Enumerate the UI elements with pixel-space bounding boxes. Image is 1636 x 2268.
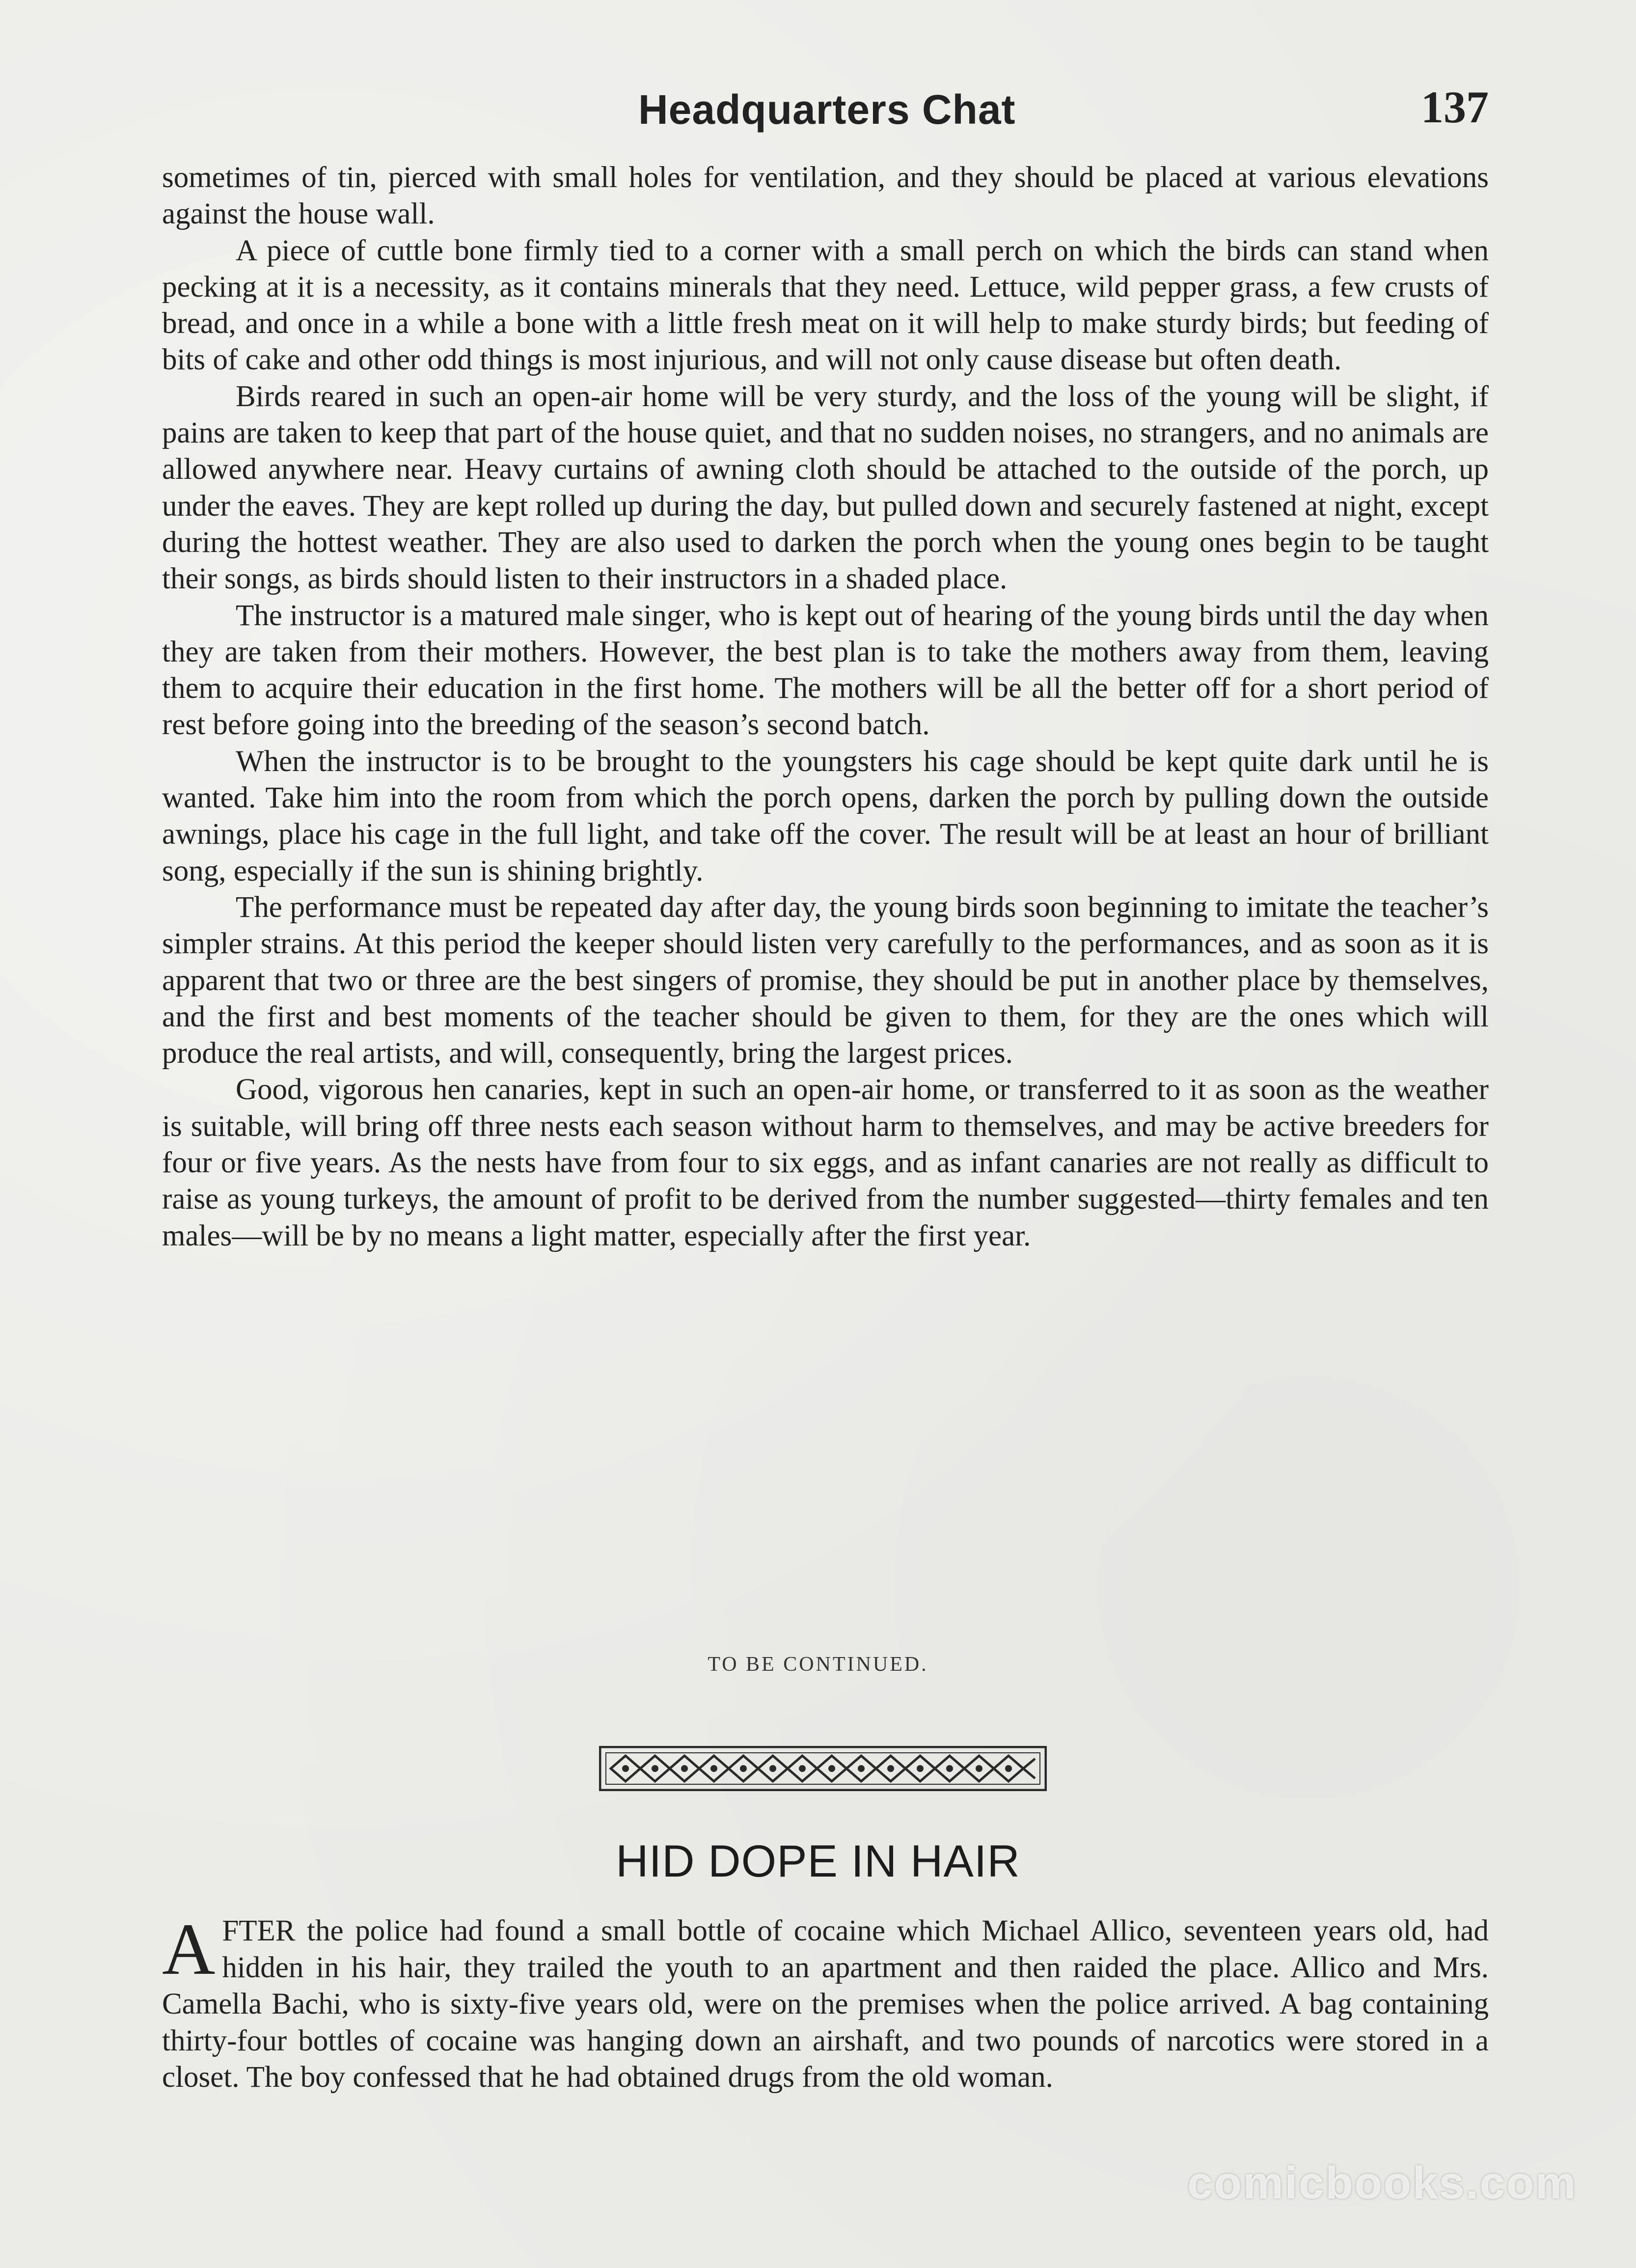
drop-cap: A	[162, 1908, 216, 1990]
article-text: FTER the police had found a small bottle of cocaine which Michael Allico, seventeen years old, had hidden in his hair, they trailed the youth to an apartment and then raided the place. Allico and Mrs. Camella Bachi, who is sixty-five years old, were on the premises when the police arrived. A bag containing thirty-four bottles of cocaine was hanging down an airshaft, and two pounds of narcotics were stored in a closet. The boy confessed that he had obtained drugs from the old woman.	[162, 1914, 1489, 2094]
article-paragraph	[162, 1908, 1489, 2096]
paragraph: Good, vigorous hen canaries, kept in such an open-air home, or transferred to it as soon as the weather is suitable, will bring off three nests each season without harm to themselves, and may be active breeders for four or five years. As the nests have from four to six eggs, and as infant canaries are not really as difficult to raise as young turkeys, the amount of profit to be derived from the number suggested—thirty females and ten males—will be by no means a light matter, especially after the first year.	[162, 1073, 1489, 1252]
decorative-ornament-divider	[599, 1746, 1047, 1791]
paragraph: A piece of cuttle bone firmly tied to a corner with a small perch on which the birds can stand when pecking at it is a necessity, as it contains minerals that they need. Lettuce, wild pepper grass, a few crusts of bread, and once in a while a bone with a little fresh meat on it will help to make sturdy birds; but feeding of bits of cake and other odd things is most injurious, and will not only cause disease but often death.	[162, 234, 1489, 377]
article-hid-dope-in-hair	[162, 1908, 1489, 2096]
site-watermark: comicbooks.com	[1187, 2158, 1577, 2208]
paragraph: The performance must be repeated day after day, the young birds soon beginning to imitate the teacher’s simpler strains. At this period the keeper should listen very carefully to the performances, and as soon as it is apparent that two or three are the best singers of promise, they should be put in another place by themselves, and the first and best moments of the teacher should be given to them, for they are the ones which will produce the real artists, and will, consequently, bring the largest prices.	[162, 890, 1489, 1070]
paragraph: When the instructor is to be brought to the youngsters his cage should be kept quite dark until he is wanted. Take him into the room from which the porch opens, darken the porch by pulling down the outside awnings, place his cage in the full light, and take off the cover. The result will be at least an hour of brilliant song, especially if the sun is shining brightly.	[162, 745, 1489, 887]
article-body-continued	[162, 160, 1489, 1254]
to-be-continued-note: TO BE CONTINUED.	[708, 1653, 928, 1676]
paragraph: sometimes of tin, pierced with small holes for ventilation, and they should be placed at various elevations against the house wall.	[162, 161, 1489, 231]
article-headline: HID DOPE IN HAIR	[616, 1836, 1020, 1886]
paragraph: Birds reared in such an open-air home will be very sturdy, and the loss of the young will be slight, if pains are taken to keep that part of the house quiet, and that no sudden noises, no strangers, and no animals are allowed anywhere near. Heavy curtains of awning cloth should be attached to the outside of the porch, up under the eaves. They are kept rolled up during the day, but pulled down and securely fastened at night, except during the hottest weather. They are also used to darken the porch when the young ones begin to be taught their songs, as birds should listen to their instructors in a shaded place.	[162, 380, 1489, 596]
page-number: 137	[1421, 82, 1489, 132]
paragraph: The instructor is a matured male singer, who is kept out of hearing of the young birds until the day when they are taken from their mothers. However, the best plan is to take the mothers away from them, leaving them to acquire their education in the first home. The mothers will be all the better off for a short period of rest before going into the breeding of the season’s second batch.	[162, 599, 1489, 742]
running-head: Headquarters Chat	[638, 86, 1016, 133]
